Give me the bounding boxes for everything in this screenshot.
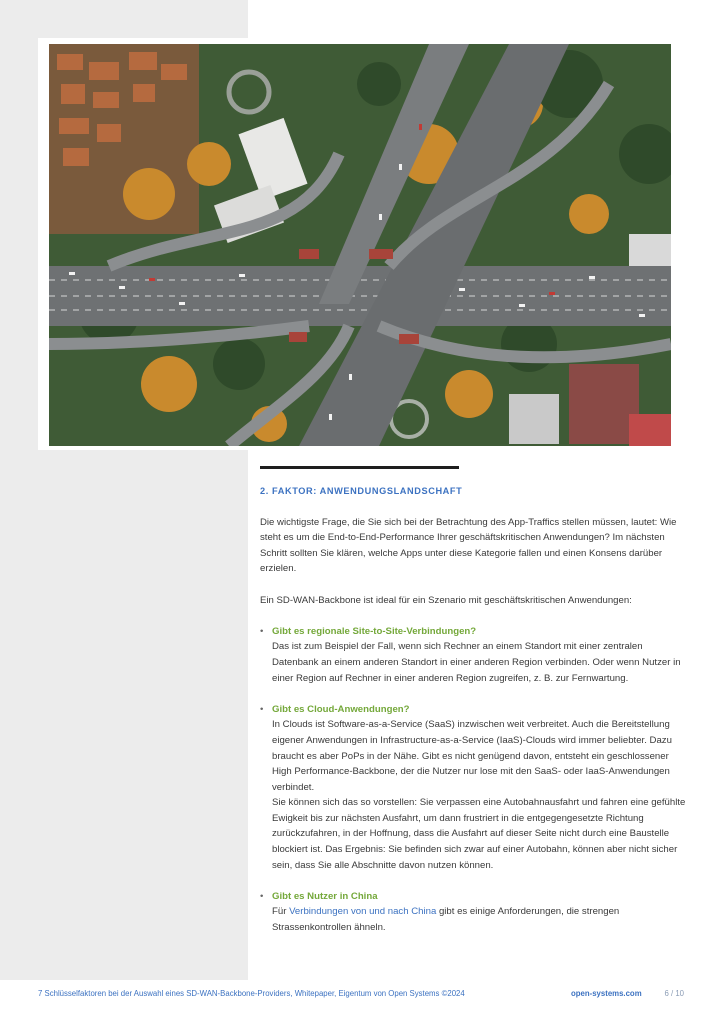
page-number: 6 / 10 xyxy=(664,989,684,998)
lead-paragraph: Ein SD-WAN-Backbone ist ideal für ein Szenario mit geschäftskritischen Anwendungen: xyxy=(260,594,632,606)
main-content xyxy=(260,484,686,951)
section-divider xyxy=(260,466,459,469)
footer-document-title: 7 Schlüsselfaktoren bei der Auswahl eines SD-WAN-Backbone-Providers, Whitepaper, Eigentum von Open Systems ©2024 xyxy=(38,989,465,998)
list-item xyxy=(260,702,686,874)
highway-interchange-photo xyxy=(49,44,671,446)
bullet-text-continued: Sie können sich das so vorstellen: Sie verpassen eine Autobahnausfahrt und fahren eine gefühlte Ewigkeit bis zur nächsten Ausfahrt, um dann frustriert in die entgegengesetzte Richtung zurückzufahren, in der Hoffnung, dass die Ausfahrt auf dieser Seite nicht durch eine Baustelle blockiert ist. Das Ergebnis: Sie befinden sich zwar auf einer Autobahn, können aber nicht sicher sein, dass Sie alle Abschnitte davon nutzen können. xyxy=(272,797,686,871)
bullet-text xyxy=(272,904,686,935)
bullet-icon: • xyxy=(260,890,264,902)
section-title: 2. FAKTOR: ANWENDUNGSLANDSCHAFT xyxy=(260,486,463,496)
list-item xyxy=(260,624,686,686)
bullet-icon: • xyxy=(260,625,264,637)
aerial-highway-image xyxy=(49,44,671,446)
bullet-text: In Clouds ist Software-as-a-Service (SaaS) inzwischen weit verbreitet. Auch die Bereitstellung eigener Anwendungen in Infrastructure-as-a-Service (IaaS)-Clouds wird immer beliebter. Dazu braucht es aber PoPs in der Nähe. Gibt es nicht genügend davon, entsteht ein geschlossener High Performance-Backbone, der die Nutzer nur lose mit den SaaS- oder IaaS-Anwendungen verbindet. xyxy=(272,719,672,793)
page-footer xyxy=(38,987,684,1001)
list-item xyxy=(260,889,686,936)
bullet-text-before: Für xyxy=(272,906,290,918)
china-connections-link[interactable]: Verbindungen von und nach China xyxy=(289,906,437,918)
factor-list xyxy=(260,624,686,936)
bullet-title: Gibt es regionale Site-to-Site-Verbindungen? xyxy=(272,625,477,637)
bullet-title: Gibt es Nutzer in China xyxy=(272,890,378,902)
footer-website-link[interactable]: open-systems.com xyxy=(571,989,642,998)
bullet-title: Gibt es Cloud-Anwendungen? xyxy=(272,703,410,715)
bullet-text-after: gibt es einige Anforderungen, die strengen Strassenkontrollen ähneln. xyxy=(272,906,620,934)
intro-paragraph: Die wichtigste Frage, die Sie sich bei der Betrachtung des App-Traffics stellen müssen, lautet: Wie steht es um die End-to-End-Performance Ihrer geschäftskritischen Anwendungen? Im nächsten Schritt sollten Sie klären, welche Apps unter diese Kategorie fallen und einen Konsens darüber erzielen. xyxy=(260,516,677,575)
bullet-text: Das ist zum Beispiel der Fall, wenn sich Rechner an einem Standort mit einer zentralen Datenbank an einem anderen Standort in einer anderen Region verbinden. Oder wenn Nutzer in einer Region auf Rechner in einer anderen Region zugreifen, z. B. zur Fernwartung. xyxy=(272,641,681,684)
bullet-icon: • xyxy=(260,703,264,715)
